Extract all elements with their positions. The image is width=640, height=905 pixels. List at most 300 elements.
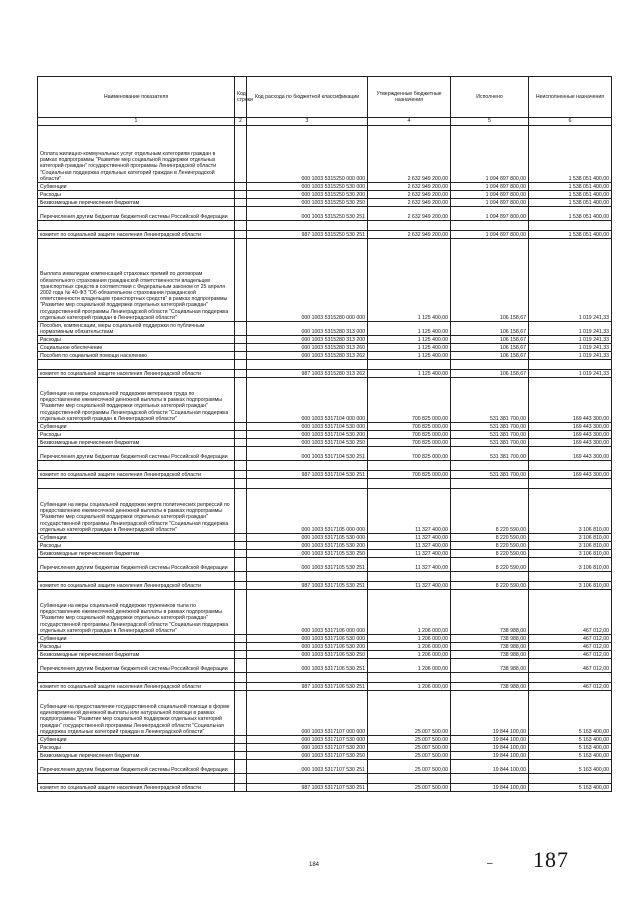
row-unexecuted: 5 163 400,00 [529, 744, 612, 752]
budget-table [37, 76, 612, 792]
row-unexecuted: 169 443 300,00 [529, 447, 612, 461]
row-name: Субвенции [38, 423, 235, 431]
row-executed: 19 844 100,00 [451, 744, 529, 752]
spacer-cell [529, 572, 612, 582]
row-unexecuted: 169 443 300,00 [529, 439, 612, 447]
row-budget-code: 000 1003 5317105 000 000 [247, 489, 368, 534]
row-line-code [235, 439, 247, 447]
row-unexecuted: 3 106 810,00 [529, 558, 612, 572]
row-executed: 106 158,67 [451, 322, 529, 336]
table-row [38, 231, 612, 239]
row-executed: 738 988,00 [451, 683, 529, 691]
table-row [38, 651, 612, 659]
spacer-cell [235, 479, 247, 489]
row-line-code [235, 643, 247, 651]
row-budget-code: 987 1003 5315280 313 262 [247, 370, 368, 378]
row-line-code [235, 378, 247, 423]
row-executed: 1 094 897 800,00 [451, 207, 529, 221]
row-name: Перечисления другим бюджетам бюджетной системы Российской Федерации [38, 558, 235, 572]
row-unexecuted: 1 019 241,33 [529, 352, 612, 360]
row-unexecuted: 467 012,00 [529, 683, 612, 691]
table-row [38, 439, 612, 447]
row-budget-code: 000 1003 5317106 000 000 [247, 590, 368, 635]
table-row [38, 183, 612, 191]
row-name: Перечисления другим бюджетам бюджетной системы Российской Федерации [38, 659, 235, 673]
row-budget-code: 000 1003 5317107 530 000 [247, 736, 368, 744]
row-unexecuted: 1 019 241,33 [529, 370, 612, 378]
spacer-cell [529, 360, 612, 370]
spacer-cell [235, 774, 247, 784]
row-name: комитет по социальной защите населения Ленинградской области [38, 683, 235, 691]
spacer-cell [368, 572, 451, 582]
header-line-code: Код строки [235, 77, 247, 118]
spacer-row [38, 461, 612, 471]
spacer-cell [38, 479, 235, 489]
row-budget-code: 000 1003 5317106 530 200 [247, 643, 368, 651]
row-approved: 25 007 500,00 [368, 691, 451, 736]
row-unexecuted: 3 106 810,00 [529, 534, 612, 542]
row-line-code [235, 322, 247, 336]
row-approved: 11 327 400,00 [368, 582, 451, 590]
table-row [38, 191, 612, 199]
table-row [38, 590, 612, 635]
spacer-cell [451, 479, 529, 489]
row-approved: 2 632 949 200,00 [368, 183, 451, 191]
table-row [38, 760, 612, 774]
row-line-code [235, 183, 247, 191]
row-unexecuted: 5 163 400,00 [529, 760, 612, 774]
header-unexecuted: Неисполненные назначения [529, 77, 612, 118]
table-header-row [38, 77, 612, 118]
row-name: Субвенции на предоставление государственной социальной помощи в форме единовременной денежной выплаты или натуральной помощи в рамках подпрограммы "Развитие мер социальной поддержки отдельных категорий граждан" государственной программы Ленинградской области "Социальная поддержка отдельных категорий граждан в Ленинградской области" [38, 691, 235, 736]
table-body [38, 126, 612, 792]
row-unexecuted: 3 106 810,00 [529, 550, 612, 558]
row-approved: 1 206 000,00 [368, 590, 451, 635]
row-executed: 8 220 590,00 [451, 489, 529, 534]
table-row [38, 643, 612, 651]
table-row [38, 199, 612, 207]
row-approved: 1 206 000,00 [368, 635, 451, 643]
column-number: 6 [529, 118, 612, 126]
row-name: Безвозмездные перечисления бюджетам [38, 550, 235, 558]
row-unexecuted: 169 443 300,00 [529, 423, 612, 431]
row-unexecuted: 169 443 300,00 [529, 378, 612, 423]
row-budget-code: 000 1003 5315250 530 200 [247, 191, 368, 199]
row-executed: 19 844 100,00 [451, 752, 529, 760]
row-line-code [235, 239, 247, 322]
row-unexecuted: 1 019 241,33 [529, 336, 612, 344]
row-line-code [235, 752, 247, 760]
row-budget-code: 000 1003 5317105 530 000 [247, 534, 368, 542]
spacer-cell [529, 479, 612, 489]
spacer-row [38, 221, 612, 231]
row-budget-code: 987 1003 5315250 530 251 [247, 231, 368, 239]
spacer-cell [451, 774, 529, 784]
spacer-cell [368, 479, 451, 489]
row-budget-code: 000 1003 5317107 000 000 [247, 691, 368, 736]
row-line-code [235, 550, 247, 558]
row-unexecuted: 3 106 810,00 [529, 542, 612, 550]
row-line-code [235, 344, 247, 352]
row-budget-code: 000 1003 5317107 530 250 [247, 752, 368, 760]
table-row [38, 378, 612, 423]
header-approved: Утвержденные бюджетные назначения [368, 77, 451, 118]
row-approved: 1 125 400,00 [368, 370, 451, 378]
row-name: Безвозмездные перечисления бюджетам [38, 651, 235, 659]
row-line-code [235, 199, 247, 207]
row-approved: 2 632 949 200,00 [368, 199, 451, 207]
spacer-cell [451, 572, 529, 582]
row-executed: 1 094 897 800,00 [451, 126, 529, 183]
row-executed: 1 094 897 800,00 [451, 183, 529, 191]
row-unexecuted: 1 538 051 400,00 [529, 207, 612, 221]
row-unexecuted: 5 163 400,00 [529, 736, 612, 744]
row-approved: 700 825 000,00 [368, 423, 451, 431]
row-approved: 1 125 400,00 [368, 239, 451, 322]
column-number: 1 [38, 118, 235, 126]
row-line-code [235, 736, 247, 744]
table-row [38, 322, 612, 336]
table-row [38, 691, 612, 736]
row-name: Субвенции на меры социальной поддержки ветеранов труда по предоставлению ежемесячной денежной выплаты в рамках подпрограммы "Развитие мер социальной поддержки отдельных категорий граждан" государственной программы Ленинградской области "Социальная поддержка отдельных категорий граждан в Ленинградской области" [38, 378, 235, 423]
row-budget-code: 000 1003 5315280 313 000 [247, 322, 368, 336]
row-unexecuted: 467 012,00 [529, 659, 612, 673]
row-budget-code: 000 1003 5315280 313 262 [247, 352, 368, 360]
row-unexecuted: 3 106 810,00 [529, 582, 612, 590]
row-line-code [235, 683, 247, 691]
table-row [38, 447, 612, 461]
row-name: Расходы [38, 191, 235, 199]
spacer-cell [368, 360, 451, 370]
row-budget-code: 000 1003 5317104 000 000 [247, 378, 368, 423]
row-executed: 738 988,00 [451, 643, 529, 651]
table-row [38, 336, 612, 344]
row-approved: 700 825 000,00 [368, 431, 451, 439]
row-name: Выплата инвалидам компенсаций страховых премий по договорам обязательного страхования гражданской ответственности владельцев транспортных средств в соответствии с Федеральным законом от 25 апреля 2002 года № 40-ФЗ "Об обязательном страховании гражданской ответственности владельцев транспортных средств" в рамках подпрограммы "Развитие мер социальной поддержки отдельных категорий граждан" государственной программы Ленинградской области "Социальная поддержка отдельных категорий граждан в Ленинградской области" [38, 239, 235, 322]
row-approved: 25 007 500,00 [368, 744, 451, 752]
row-line-code [235, 744, 247, 752]
table-row [38, 352, 612, 360]
row-executed: 738 988,00 [451, 635, 529, 643]
row-name: Расходы [38, 643, 235, 651]
row-line-code [235, 191, 247, 199]
row-approved: 2 632 949 200,00 [368, 207, 451, 221]
table-row [38, 582, 612, 590]
row-budget-code: 000 1003 5317105 530 250 [247, 550, 368, 558]
table-row [38, 558, 612, 572]
table-row [38, 683, 612, 691]
row-unexecuted: 5 163 400,00 [529, 691, 612, 736]
row-executed: 1 094 897 800,00 [451, 199, 529, 207]
row-approved: 1 206 000,00 [368, 643, 451, 651]
table-row [38, 550, 612, 558]
column-number-row [38, 118, 612, 126]
table-row [38, 344, 612, 352]
row-approved: 1 206 000,00 [368, 651, 451, 659]
spacer-cell [235, 221, 247, 231]
row-name: Субвенции [38, 183, 235, 191]
column-number: 3 [247, 118, 368, 126]
spacer-cell [38, 572, 235, 582]
header-executed: Исполнено [451, 77, 529, 118]
row-line-code [235, 534, 247, 542]
row-budget-code: 000 1003 5315250 530 000 [247, 183, 368, 191]
handwritten-sheet-number: 187 [533, 847, 569, 872]
row-unexecuted: 1 538 051 400,00 [529, 191, 612, 199]
spacer-row [38, 360, 612, 370]
spacer-cell [368, 774, 451, 784]
row-unexecuted: 169 443 300,00 [529, 431, 612, 439]
row-budget-code: 987 1003 5317107 530 251 [247, 784, 368, 792]
row-name: комитет по социальной защите населения Ленинградской области [38, 370, 235, 378]
spacer-row [38, 572, 612, 582]
row-name: Перечисления другим бюджетам бюджетной системы Российской Федерации [38, 207, 235, 221]
row-executed: 531 381 700,00 [451, 431, 529, 439]
row-approved: 1 206 000,00 [368, 659, 451, 673]
row-approved: 1 125 400,00 [368, 352, 451, 360]
spacer-row [38, 673, 612, 683]
row-name: Субвенции на меры социальной поддержки тружеников тыла по предоставлению ежемесячной денежной выплаты в рамках подпрограммы "Развитие мер социальной поддержки отдельных категорий граждан" государственной программы Ленинградской области "Социальная поддержка отдельных категорий граждан в Ленинградской области" [38, 590, 235, 635]
row-unexecuted: 3 106 810,00 [529, 489, 612, 534]
spacer-cell [247, 673, 368, 683]
row-name: Оплата жилищно-коммунальных услуг отдельным категориям граждан в рамках подпрограммы "Развитие мер социальной поддержки отдельных категорий граждан" государственной программы Ленинградской области "Социальная поддержка отдельных категорий граждан в Ленинградской области" [38, 126, 235, 183]
row-name: Пособия, компенсации, меры социальной поддержки по публичным нормативным обязательствам [38, 322, 235, 336]
row-executed: 19 844 100,00 [451, 736, 529, 744]
spacer-cell [529, 221, 612, 231]
row-executed: 8 220 590,00 [451, 542, 529, 550]
row-unexecuted: 467 012,00 [529, 635, 612, 643]
column-number: 2 [235, 118, 247, 126]
row-line-code [235, 590, 247, 635]
table-row [38, 431, 612, 439]
page-number: 184 [309, 862, 320, 868]
row-line-code [235, 691, 247, 736]
row-unexecuted: 1 538 051 400,00 [529, 183, 612, 191]
row-approved: 11 327 400,00 [368, 558, 451, 572]
spacer-cell [38, 360, 235, 370]
row-unexecuted: 1 538 051 400,00 [529, 126, 612, 183]
row-budget-code: 000 1003 5315280 313 260 [247, 344, 368, 352]
spacer-cell [247, 572, 368, 582]
row-line-code [235, 760, 247, 774]
row-approved: 700 825 000,00 [368, 439, 451, 447]
spacer-cell [38, 774, 235, 784]
row-name: Перечисления другим бюджетам бюджетной системы Российской Федерации [38, 760, 235, 774]
row-approved: 25 007 500,00 [368, 784, 451, 792]
spacer-cell [247, 221, 368, 231]
row-approved: 700 825 000,00 [368, 471, 451, 479]
row-line-code [235, 447, 247, 461]
spacer-cell [38, 461, 235, 471]
header-budget-code: Код расхода по бюджетной классификации [247, 77, 368, 118]
spacer-cell [529, 461, 612, 471]
row-approved: 25 007 500,00 [368, 760, 451, 774]
row-approved: 1 125 400,00 [368, 336, 451, 344]
row-name: Безвозмездные перечисления бюджетам [38, 199, 235, 207]
row-unexecuted: 467 012,00 [529, 651, 612, 659]
table-row [38, 370, 612, 378]
row-approved: 11 327 400,00 [368, 550, 451, 558]
row-executed: 19 844 100,00 [451, 784, 529, 792]
row-budget-code: 000 1003 5317104 530 250 [247, 439, 368, 447]
row-executed: 106 158,67 [451, 370, 529, 378]
spacer-cell [451, 673, 529, 683]
row-unexecuted: 1 538 051 400,00 [529, 199, 612, 207]
row-line-code [235, 489, 247, 534]
row-line-code [235, 558, 247, 572]
row-line-code [235, 231, 247, 239]
spacer-cell [247, 479, 368, 489]
row-name: Пособия по социальной помощи населению [38, 352, 235, 360]
spacer-cell [368, 221, 451, 231]
table-row [38, 534, 612, 542]
row-executed: 531 381 700,00 [451, 447, 529, 461]
row-unexecuted: 169 443 300,00 [529, 471, 612, 479]
row-name: Субвенции [38, 736, 235, 744]
row-name: Безвозмездные перечисления бюджетам [38, 439, 235, 447]
row-budget-code: 987 1003 5317106 530 251 [247, 683, 368, 691]
row-approved: 1 125 400,00 [368, 322, 451, 336]
row-executed: 106 158,67 [451, 239, 529, 322]
row-budget-code: 000 1003 5317104 530 251 [247, 447, 368, 461]
row-budget-code: 987 1003 5317105 530 251 [247, 582, 368, 590]
row-executed: 531 381 700,00 [451, 471, 529, 479]
row-budget-code: 000 1003 5317104 530 200 [247, 431, 368, 439]
row-approved: 25 007 500,00 [368, 752, 451, 760]
row-line-code [235, 423, 247, 431]
row-approved: 2 632 949 200,00 [368, 231, 451, 239]
row-line-code [235, 582, 247, 590]
row-approved: 700 825 000,00 [368, 447, 451, 461]
row-name: комитет по социальной защите населения Ленинградской области [38, 784, 235, 792]
row-name: Безвозмездные перечисления бюджетам [38, 752, 235, 760]
row-executed: 19 844 100,00 [451, 760, 529, 774]
row-executed: 8 220 590,00 [451, 534, 529, 542]
table-row [38, 542, 612, 550]
row-approved: 1 206 000,00 [368, 683, 451, 691]
row-approved: 2 632 949 200,00 [368, 126, 451, 183]
table-row [38, 752, 612, 760]
row-budget-code: 000 1003 5315280 000 000 [247, 239, 368, 322]
row-approved: 2 632 949 200,00 [368, 191, 451, 199]
row-line-code [235, 635, 247, 643]
spacer-cell [529, 774, 612, 784]
row-name: комитет по социальной защите населения Ленинградской области [38, 231, 235, 239]
spacer-cell [235, 461, 247, 471]
row-executed: 738 988,00 [451, 590, 529, 635]
row-executed: 1 094 897 800,00 [451, 191, 529, 199]
row-budget-code: 000 1003 5315250 530 250 [247, 199, 368, 207]
row-executed: 8 220 590,00 [451, 582, 529, 590]
row-name: Субвенции на меры социальной поддержки жертв политических репрессий по предоставлению ежемесячной денежной выплаты в рамках подпрограммы "Развитие мер социальной поддержки отдельных категорий граждан" государственной программы Ленинградской области "Социальная поддержка отдельных категорий граждан в Ленинградской области" [38, 489, 235, 534]
row-executed: 8 220 590,00 [451, 550, 529, 558]
spacer-cell [451, 221, 529, 231]
row-executed: 738 988,00 [451, 651, 529, 659]
row-approved: 25 007 500,00 [368, 736, 451, 744]
row-line-code [235, 651, 247, 659]
row-approved: 700 825 000,00 [368, 378, 451, 423]
row-budget-code: 000 1003 5317106 530 251 [247, 659, 368, 673]
spacer-cell [38, 673, 235, 683]
spacer-cell [247, 461, 368, 471]
row-executed: 19 844 100,00 [451, 691, 529, 736]
row-name: Социальное обеспечение [38, 344, 235, 352]
row-line-code [235, 370, 247, 378]
row-budget-code: 000 1003 5315250 000 000 [247, 126, 368, 183]
row-budget-code: 000 1003 5317104 530 000 [247, 423, 368, 431]
row-name: Расходы [38, 542, 235, 550]
table-row [38, 126, 612, 183]
row-executed: 531 381 700,00 [451, 439, 529, 447]
row-name: комитет по социальной защите населения Ленинградской области [38, 582, 235, 590]
spacer-cell [247, 360, 368, 370]
row-budget-code: 000 1003 5315250 530 251 [247, 207, 368, 221]
row-unexecuted: 1 019 241,33 [529, 322, 612, 336]
spacer-row [38, 479, 612, 489]
row-name: Расходы [38, 431, 235, 439]
column-number: 5 [451, 118, 529, 126]
row-budget-code: 000 1003 5317105 530 200 [247, 542, 368, 550]
row-line-code [235, 659, 247, 673]
row-executed: 738 988,00 [451, 659, 529, 673]
row-executed: 531 381 700,00 [451, 423, 529, 431]
spacer-cell [235, 673, 247, 683]
row-executed: 106 158,67 [451, 336, 529, 344]
spacer-cell [235, 360, 247, 370]
row-name: Расходы [38, 336, 235, 344]
row-line-code [235, 352, 247, 360]
table-row [38, 784, 612, 792]
table-row [38, 423, 612, 431]
row-approved: 11 327 400,00 [368, 534, 451, 542]
table-row [38, 489, 612, 534]
row-approved: 11 327 400,00 [368, 489, 451, 534]
column-number: 4 [368, 118, 451, 126]
row-budget-code: 000 1003 5315280 313 200 [247, 336, 368, 344]
row-unexecuted: 1 538 051 400,00 [529, 231, 612, 239]
row-executed: 531 381 700,00 [451, 378, 529, 423]
table-row [38, 471, 612, 479]
row-unexecuted: 1 019 241,33 [529, 239, 612, 322]
row-unexecuted: 1 019 241,33 [529, 344, 612, 352]
row-line-code [235, 784, 247, 792]
row-budget-code: 000 1003 5317106 530 250 [247, 651, 368, 659]
row-executed: 8 220 590,00 [451, 558, 529, 572]
row-budget-code: 000 1003 5317107 530 200 [247, 744, 368, 752]
table-row [38, 744, 612, 752]
row-budget-code: 000 1003 5317106 530 000 [247, 635, 368, 643]
row-unexecuted: 467 012,00 [529, 643, 612, 651]
row-line-code [235, 471, 247, 479]
spacer-cell [247, 774, 368, 784]
row-approved: 11 327 400,00 [368, 542, 451, 550]
spacer-cell [529, 673, 612, 683]
table-row [38, 659, 612, 673]
footer-dash: – [487, 858, 493, 869]
row-name: Расходы [38, 744, 235, 752]
spacer-cell [451, 360, 529, 370]
row-unexecuted: 5 163 400,00 [529, 784, 612, 792]
row-name: Субвенции [38, 534, 235, 542]
table-row [38, 635, 612, 643]
table-row [38, 239, 612, 322]
row-approved: 1 125 400,00 [368, 344, 451, 352]
row-budget-code: 000 1003 5317105 530 251 [247, 558, 368, 572]
spacer-cell [451, 461, 529, 471]
row-line-code [235, 207, 247, 221]
row-budget-code: 000 1003 5317107 530 251 [247, 760, 368, 774]
row-executed: 1 094 897 800,00 [451, 231, 529, 239]
